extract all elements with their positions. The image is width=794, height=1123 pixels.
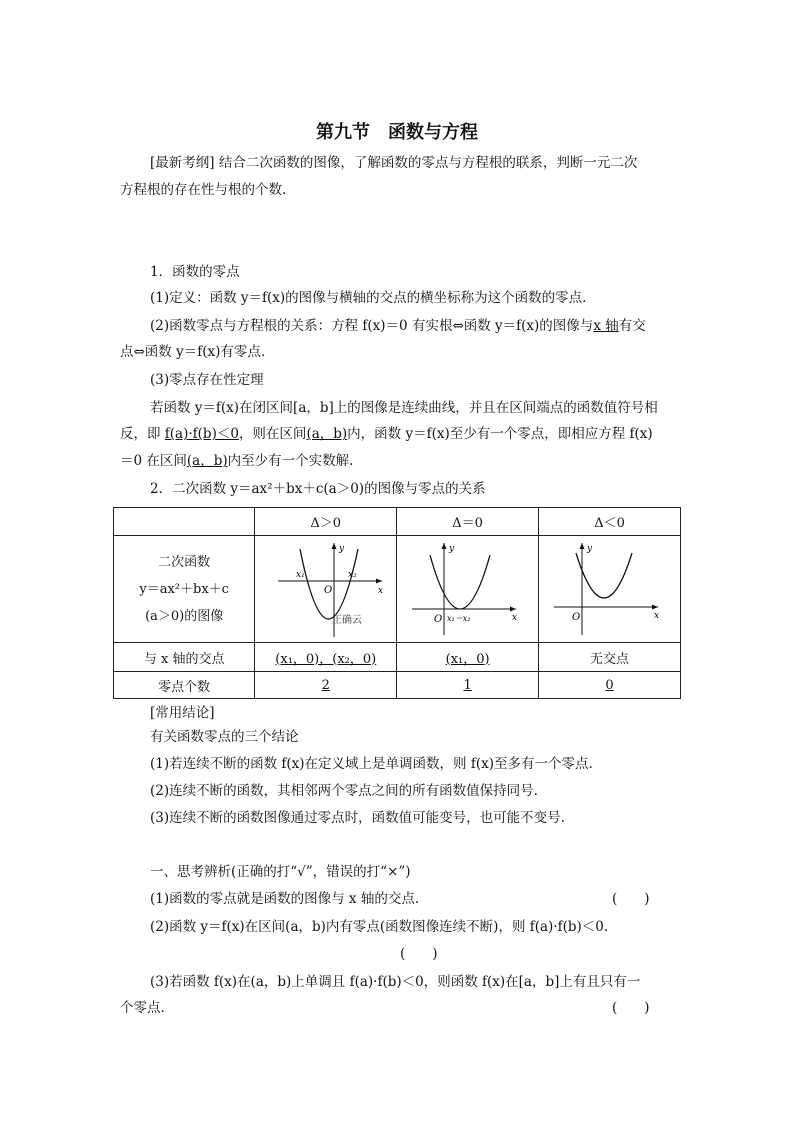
existence-theorem-1: 若函数 y＝f(x)在闭区间[a，b]上的图像是连续曲线，并且在区间端点的函数值符号相 — [150, 400, 658, 416]
section2-heading: 2．二次函数 y＝ax²＋bx＋c(a＞0)的图像与零点的关系 — [150, 481, 486, 497]
zero-root-relation — [150, 316, 646, 336]
conclusions-subtitle: 有关函数零点的三个结论 — [150, 729, 299, 745]
thm-text-c: 内，函数 y＝f(x)至少有一个零点，即相应方程 f(x) — [347, 426, 653, 442]
exercise-q1: (1)函数的零点就是函数的图像与 x 轴的交点. — [150, 891, 420, 907]
intersection-one-root: (x₁，0) — [397, 643, 539, 672]
graph3-y-label: y — [586, 544, 592, 554]
thm3-text-b: 内至少有一个实数解. — [227, 453, 354, 469]
parabola-no-root-graph — [550, 539, 670, 639]
q3-answer-blank[interactable]: ( ) — [612, 1000, 650, 1016]
graph-label-3: (a＞0)的图像 — [145, 608, 224, 624]
graph3-origin: O — [571, 612, 580, 623]
q1-answer-blank[interactable]: ( ) — [612, 891, 650, 907]
graph-cell-two-roots — [255, 536, 397, 643]
count-no-root: 0 — [539, 672, 681, 699]
table-header-delta-negative: Δ＜0 — [539, 508, 681, 536]
graph3-x-label: x — [653, 611, 659, 621]
relation-tail: 有交 — [618, 318, 646, 334]
graph2-double-root: x₁＝x₂ — [446, 614, 471, 623]
graph-cell-no-root — [539, 536, 681, 643]
table-header-row — [114, 508, 681, 536]
thm-condition: f(a)·f(b)＜0 — [164, 426, 239, 442]
graph2-x-label: x — [511, 613, 517, 623]
conclusion-1: (1)若连续不断的函数 f(x)在定义域上是单调函数，则 f(x)至多有一个零点. — [150, 756, 593, 772]
q2-answer-blank[interactable]: ( ) — [400, 946, 438, 962]
table-row-graph — [114, 536, 681, 643]
graph2-y-label: y — [448, 544, 454, 554]
table-header-empty — [114, 508, 255, 536]
thm3-text-a: ＝0 在区间 — [120, 453, 187, 469]
table-row-label-graph — [114, 536, 255, 643]
count-one-root: 1 — [397, 672, 539, 699]
outline-line-1 — [150, 153, 637, 173]
table-row-label-intersections: 与 x 轴的交点 — [114, 643, 255, 672]
table-header-delta-zero: Δ＝0 — [397, 508, 539, 536]
graph-label-1: 二次函数 — [158, 554, 211, 570]
relation-text: (2)函数零点与方程根的关系：方程 f(x)＝0 有实根⇔函数 y＝f(x)的图像与 — [150, 318, 594, 334]
graph1-y-label: y — [338, 544, 344, 554]
thm-text-a: 反，即 — [120, 426, 165, 442]
intersection-two-roots: (x₁，0)，(x₂，0) — [255, 643, 397, 672]
exercise-q3-line2: 个零点. — [120, 1000, 165, 1016]
graph-cell-one-root — [397, 536, 539, 643]
outline-line-2: 方程根的存在性与根的个数. — [120, 182, 287, 198]
parabola-two-roots-graph — [266, 539, 386, 639]
intersection-no-root: 无交点 — [539, 643, 681, 672]
graph2-origin: O — [433, 614, 442, 625]
page-title: 第九节 函数与方程 — [316, 122, 478, 143]
zero-root-relation-2: 点⇔函数 y＝f(x)有零点. — [120, 344, 266, 360]
graph1-x-label: x — [377, 586, 383, 596]
thm-text-b: ，则在区间 — [238, 426, 307, 442]
graph-label-2: y＝ax²＋bx＋c — [139, 581, 229, 597]
conclusion-3: (3)连续不断的函数图像通过零点时，函数值可能变号，也可能不变号. — [150, 810, 565, 826]
graph1-x2: x₂ — [347, 570, 357, 580]
graph1-origin: O — [323, 585, 332, 596]
exercise-q2: (2)函数 y＝f(x)在区间(a，b)内有零点(函数图像连续不断)，则 f(a)·f(b)＜0. — [150, 919, 609, 935]
table-header-delta-positive: Δ＞0 — [255, 508, 397, 536]
table-row-label-count: 零点个数 — [114, 672, 255, 699]
conclusions-label: [常用结论] — [150, 705, 215, 721]
outline-label: [最新考纲] — [150, 155, 215, 171]
exercise-heading: 一、思考辨析(正确的打“√”，错误的打“×”) — [150, 864, 411, 880]
section1-heading: 1．函数的零点 — [150, 264, 240, 280]
relation-axis: x 轴 — [593, 318, 619, 334]
zero-definition: (1)定义：函数 y＝f(x)的图像与横轴的交点的横坐标称为这个函数的零点. — [150, 290, 587, 306]
count-two-roots: 2 — [255, 672, 397, 699]
zero-table — [113, 507, 681, 699]
exercise-q3-line1: (3)若函数 f(x)在(a，b)上单调且 f(a)·f(b)＜0，则函数 f(x)在[a，b]上有且只有一 — [150, 974, 641, 990]
existence-theorem-heading: (3)零点存在性定理 — [150, 372, 264, 388]
graph1-x1: x₁ — [295, 570, 305, 580]
thm-interval: (a，b) — [306, 426, 348, 442]
conclusion-2: (2)连续不断的函数，其相邻两个零点之间的所有函数值保持同号. — [150, 783, 538, 799]
graph1-watermark: 正确云 — [331, 615, 362, 626]
existence-theorem-3 — [120, 451, 353, 471]
outline-text-1: 结合二次函数的图像，了解函数的零点与方程根的联系，判断一元二次 — [218, 155, 638, 171]
table-row-count — [114, 672, 681, 699]
table-row-intersections — [114, 643, 681, 672]
existence-theorem-2 — [120, 424, 653, 444]
thm3-interval: (a，b) — [186, 453, 228, 469]
parabola-one-root-graph — [408, 539, 528, 639]
